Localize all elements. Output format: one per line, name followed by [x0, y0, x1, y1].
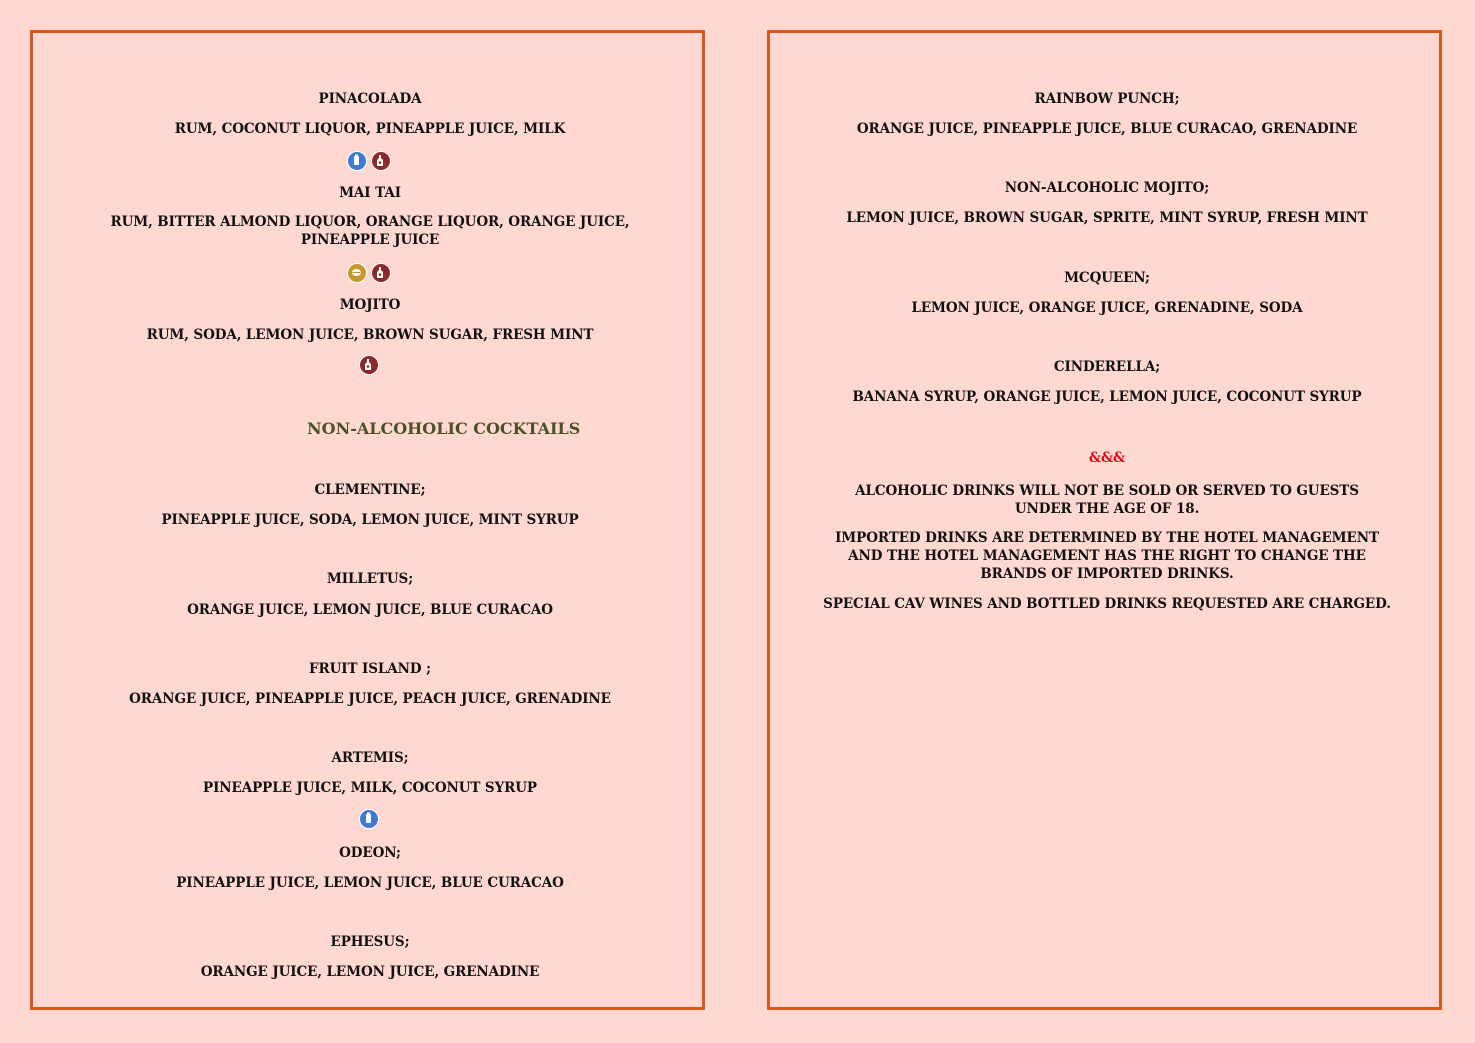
cocktail-ingredients: ORANGE JUICE, LEMON JUICE, BLUE CURACAO: [187, 602, 553, 618]
cocktail-ingredients: RUM, COCONUT LIQUOR, PINEAPPLE JUICE, MILK: [174, 121, 566, 137]
cocktail-ingredients: PINEAPPLE JUICE, SODA, LEMON JUICE, MINT SYRUP: [161, 512, 579, 528]
menu-page-left: [30, 30, 705, 1010]
cocktail-name: MAI TAI: [339, 185, 401, 201]
cocktail-name: MILLETUS;: [326, 571, 414, 587]
cocktail-name: CLEMENTINE;: [314, 482, 426, 498]
cocktail-ingredients: LEMON JUICE, BROWN SUGAR, SPRITE, MINT SYRUP, FRESH MINT: [846, 210, 1368, 226]
alcohol-icon: [359, 355, 379, 375]
cocktail-ingredients: ORANGE JUICE, PINEAPPLE JUICE, BLUE CURACAO, GRENADINE: [856, 121, 1358, 137]
cocktail-name: FRUIT ISLAND ;: [309, 661, 431, 677]
menu-page-right: [767, 30, 1442, 1010]
cocktail-name: NON-ALCOHOLIC MOJITO;: [1004, 180, 1210, 196]
milk-allergen-icon: [347, 151, 367, 171]
cocktail-ingredients: PINEAPPLE JUICE, MILK, COCONUT SYRUP: [203, 780, 537, 796]
note-imported-drinks: IMPORTED DRINKS ARE DETERMINED BY THE HOTEL MANAGEMENT AND THE HOTEL MANAGEMENT HAS THE RIGHT TO CHANGE THE BRANDS OF IMPORTED DRINKS.: [835, 530, 1379, 582]
nut-allergen-icon: [347, 263, 367, 283]
note-age-restriction: ALCOHOLIC DRINKS WILL NOT BE SOLD OR SERVED TO GUESTS UNDER THE AGE OF 18.: [855, 483, 1359, 517]
cocktail-name: MOJITO: [339, 297, 401, 313]
alcohol-icon: [371, 151, 391, 171]
cocktail-name: CINDERELLA;: [1053, 359, 1161, 375]
cocktail-name: MCQUEEN;: [1064, 270, 1150, 286]
allergen-icons: [359, 809, 379, 829]
cocktail-name: PINACOLADA: [318, 91, 422, 107]
allergen-icons: [347, 263, 391, 283]
cocktail-ingredients: RUM, SODA, LEMON JUICE, BROWN SUGAR, FRESH MINT: [146, 327, 594, 343]
cocktail-ingredients: RUM, BITTER ALMOND LIQUOR, ORANGE LIQUOR, ORANGE JUICE, PINEAPPLE JUICE: [110, 214, 630, 248]
cocktail-name: ODEON;: [339, 845, 401, 861]
cocktail-ingredients: ORANGE JUICE, PINEAPPLE JUICE, PEACH JUICE, GRENADINE: [129, 691, 611, 707]
allergen-icons: [359, 355, 379, 375]
cocktail-name: EPHESUS;: [330, 934, 410, 950]
cocktail-ingredients: BANANA SYRUP, ORANGE JUICE, LEMON JUICE, COCONUT SYRUP: [852, 389, 1362, 405]
cocktail-name: RAINBOW PUNCH;: [1034, 91, 1180, 107]
cocktail-name: ARTEMIS;: [331, 750, 409, 766]
alcohol-icon: [371, 263, 391, 283]
cocktail-ingredients: ORANGE JUICE, LEMON JUICE, GRENADINE: [200, 964, 540, 980]
separator: &&&: [1088, 450, 1126, 466]
section-title: NON-ALCOHOLIC COCKTAILS: [307, 419, 581, 438]
allergen-icons: [347, 151, 391, 171]
milk-allergen-icon: [359, 809, 379, 829]
cocktail-ingredients: LEMON JUICE, ORANGE JUICE, GRENADINE, SODA: [911, 300, 1303, 316]
cocktail-ingredients: PINEAPPLE JUICE, LEMON JUICE, BLUE CURACAO: [176, 875, 564, 891]
note-special-charges: SPECIAL CAV WINES AND BOTTLED DRINKS REQUESTED ARE CHARGED.: [823, 596, 1391, 612]
